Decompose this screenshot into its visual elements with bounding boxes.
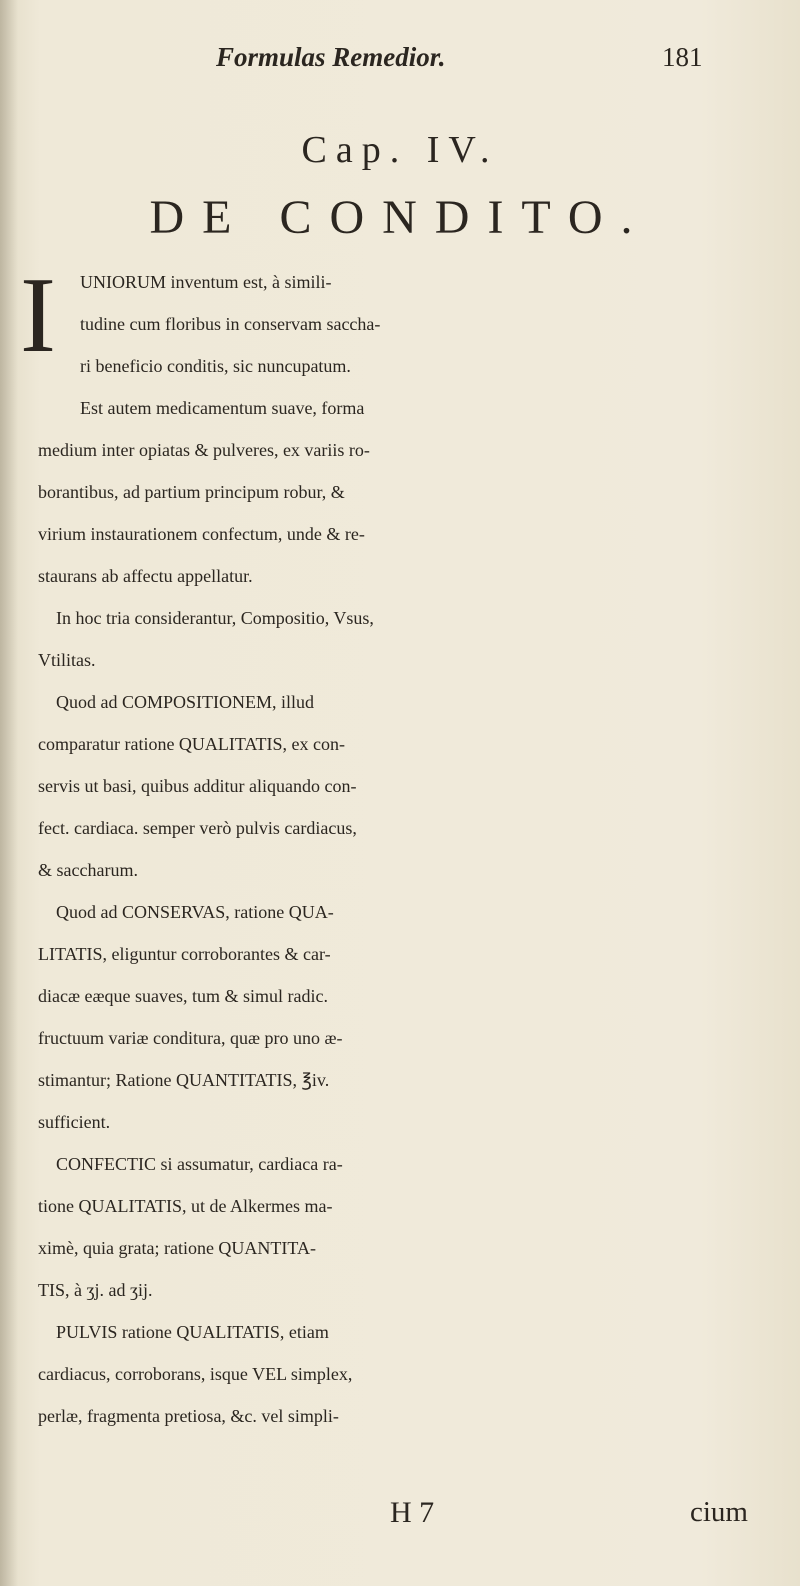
text-line: tione QUALITATIS, ut de Alkermes ma-: [38, 1196, 333, 1216]
catchword: cium: [690, 1496, 748, 1528]
text-line: TIS, à ʒj. ad ʒij.: [38, 1280, 153, 1300]
text-line: LITATIS, eliguntur corroborantes & car-: [38, 944, 331, 964]
text-line: tudine cum floribus in conservam saccha-: [80, 314, 381, 334]
text-line: comparatur ratione QUALITATIS, ex con-: [38, 734, 345, 754]
text-line: stimantur; Ratione QUANTITATIS, ℥iv.: [38, 1070, 330, 1090]
text-line: virium instaurationem confectum, unde & re-: [38, 524, 365, 544]
text-line: PULVIS ratione QUALITATIS, etiam: [56, 1322, 329, 1342]
text-line: fect. cardiaca. semper verò pulvis cardiacus,: [38, 818, 357, 838]
signature-mark: H 7: [390, 1496, 435, 1529]
text-line: Vtilitas.: [38, 650, 96, 670]
text-line: cardiacus, corroborans, isque VEL simplex,: [38, 1364, 353, 1384]
text-line: Est autem medicamentum suave, forma: [80, 398, 365, 418]
chapter-title: DE CONDITO.: [149, 191, 651, 244]
text-line: staurans ab affectu appellatur.: [38, 566, 253, 586]
text-line: borantibus, ad partium principum robur, &: [38, 482, 345, 502]
text-line: In hoc tria considerantur, Compositio, Vsus,: [56, 608, 374, 628]
text-line: UNIORUM inventum est, à simili-: [80, 272, 332, 292]
text-line: perlæ, fragmenta pretiosa, &c. vel simpli-: [38, 1406, 339, 1426]
text-line: ximè, quia grata; ratione QUANTITA-: [38, 1238, 316, 1258]
page-number: 181: [662, 42, 703, 72]
text-line: CONFECTIC si assumatur, cardiaca ra-: [56, 1154, 343, 1174]
text-line: diacæ eæque suaves, tum & simul radic.: [38, 986, 328, 1006]
drop-initial: I: [20, 256, 56, 375]
text-line: sufficient.: [38, 1112, 111, 1132]
text-line: Quod ad CONSERVAS, ratione QUA-: [56, 902, 334, 922]
running-head: [0, 42, 800, 82]
text-line: ri beneficio conditis, sic nuncupatum.: [80, 356, 351, 376]
running-title: Formulas Remedior.: [216, 42, 446, 72]
text-line: servis ut basi, quibus additur aliquando con-: [38, 776, 357, 796]
text-line: fructuum variæ conditura, quæ pro uno æ-: [38, 1028, 343, 1048]
text-line: & saccharum.: [38, 860, 138, 880]
text-line: Quod ad COMPOSITIONEM, illud: [56, 692, 315, 712]
text-line: medium inter opiatas & pulveres, ex variis ro-: [38, 440, 370, 460]
chapter-heading: Cap. IV.: [301, 129, 499, 171]
